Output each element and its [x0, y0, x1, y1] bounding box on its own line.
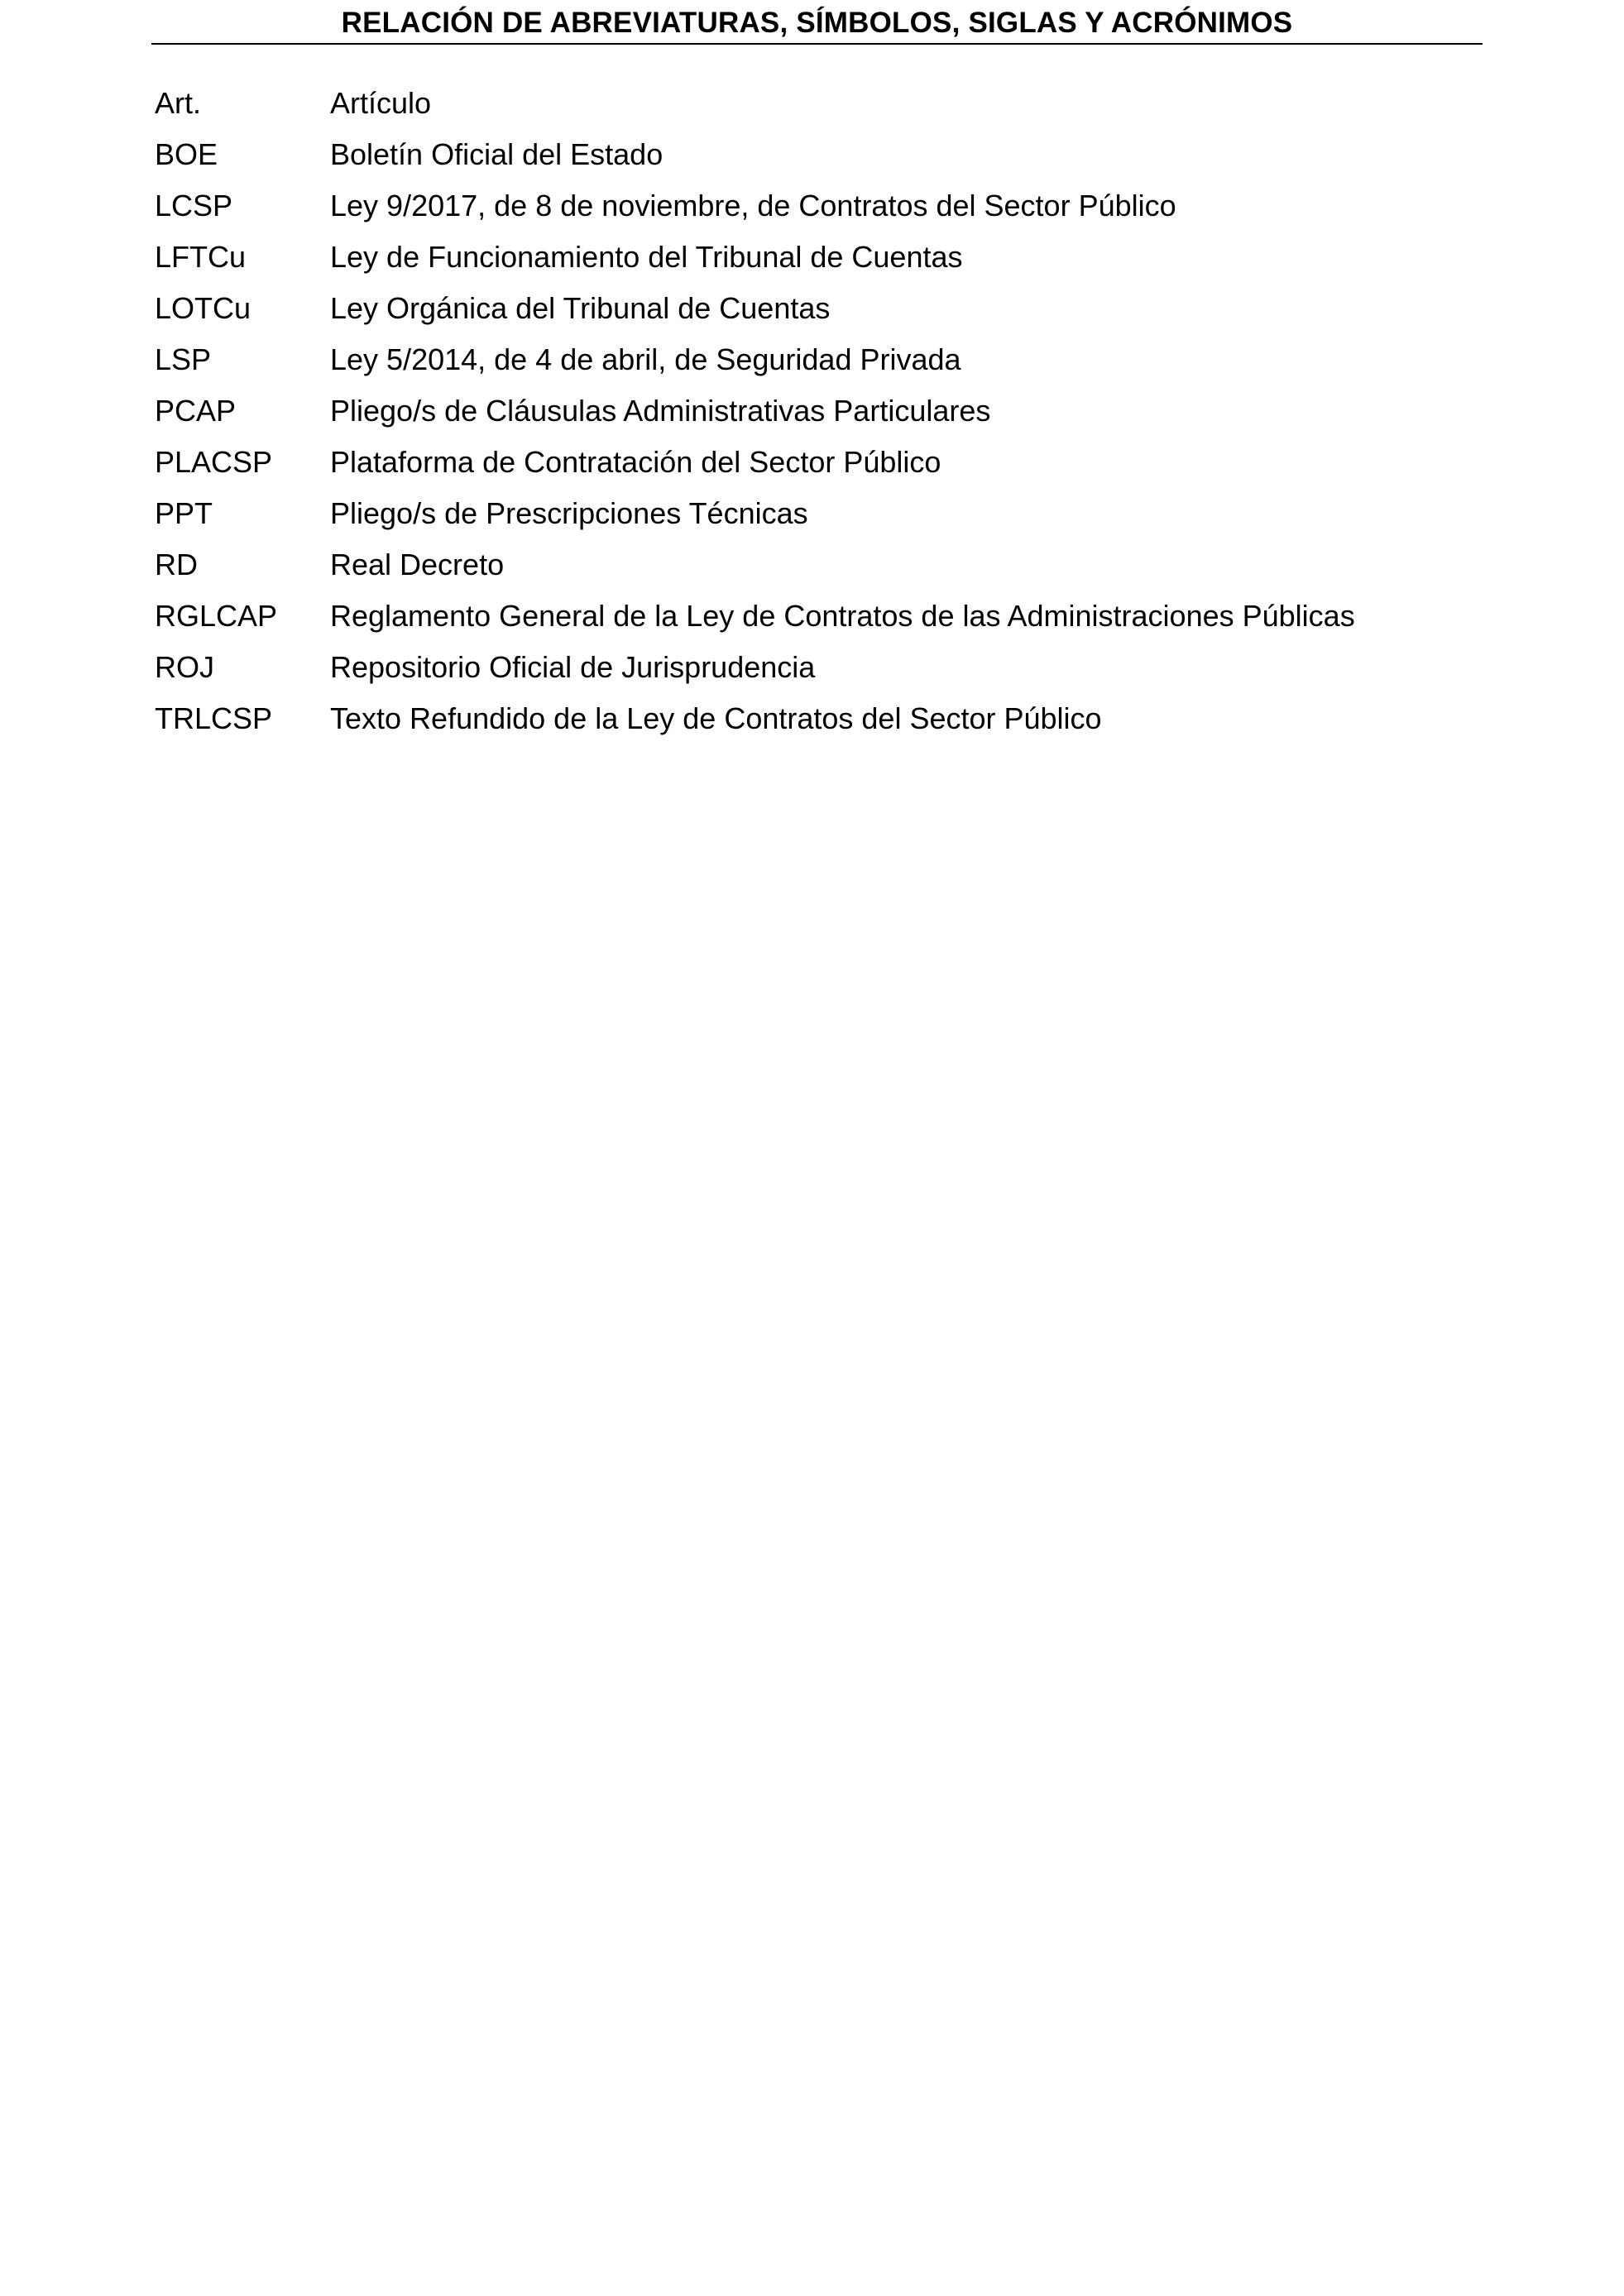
page-title: RELACIÓN DE ABREVIATURAS, SÍMBOLOS, SIGLAS Y ACRÓNIMOS — [341, 7, 1293, 39]
list-item — [155, 642, 1355, 693]
abbreviation-term: RGLCAP — [155, 599, 278, 633]
page-header — [151, 0, 1483, 45]
abbreviation-definition: Repositorio Oficial de Jurisprudencia — [330, 650, 816, 684]
abbreviation-definition: Pliego/s de Cláusulas Administrativas Particulares — [330, 394, 991, 428]
abbreviation-definition: Boletín Oficial del Estado — [330, 137, 663, 171]
abbreviation-definition: Ley 9/2017, de 8 de noviembre, de Contratos del Sector Público — [330, 189, 1176, 222]
list-item — [155, 78, 1355, 129]
abbreviation-term: LSP — [155, 342, 212, 376]
list-item — [155, 385, 1355, 437]
abbreviation-definition: Plataforma de Contratación del Sector Público — [330, 445, 941, 479]
abbreviation-term: TRLCSP — [155, 701, 273, 735]
list-item — [155, 232, 1355, 283]
list-item — [155, 693, 1355, 744]
abbreviation-definition: Ley 5/2014, de 4 de abril, de Seguridad Privada — [330, 342, 961, 376]
abbreviation-definition: Ley Orgánica del Tribunal de Cuentas — [330, 291, 831, 325]
abbreviation-definition: Reglamento General de la Ley de Contratos de las Administraciones Públicas — [330, 599, 1355, 633]
abbreviation-definition: Texto Refundido de la Ley de Contratos del Sector Público — [330, 701, 1102, 735]
abbreviation-definition: Real Decreto — [330, 548, 505, 581]
list-item — [155, 591, 1355, 642]
abbreviation-term: PCAP — [155, 394, 237, 428]
abbreviation-term: LCSP — [155, 189, 233, 222]
abbreviation-term: PPT — [155, 496, 213, 530]
abbreviation-term: RD — [155, 548, 198, 581]
list-item — [155, 180, 1355, 232]
abbreviation-definition: Ley de Funcionamiento del Tribunal de Cuentas — [330, 240, 963, 274]
abbreviation-term: LFTCu — [155, 240, 247, 274]
abbreviation-definition: Pliego/s de Prescripciones Técnicas — [330, 496, 808, 530]
abbreviation-term: BOE — [155, 137, 218, 171]
list-item — [155, 488, 1355, 539]
abbreviation-term: Art. — [155, 86, 202, 120]
list-item — [155, 334, 1355, 385]
list-item — [155, 283, 1355, 334]
abbreviation-term: LOTCu — [155, 291, 252, 325]
abbreviation-term: ROJ — [155, 650, 214, 684]
abbreviation-definition: Artículo — [330, 86, 432, 120]
list-item — [155, 437, 1355, 488]
list-item — [155, 129, 1355, 180]
abbreviation-term: PLACSP — [155, 445, 273, 479]
abbreviation-list — [155, 78, 1355, 744]
list-item — [155, 539, 1355, 591]
